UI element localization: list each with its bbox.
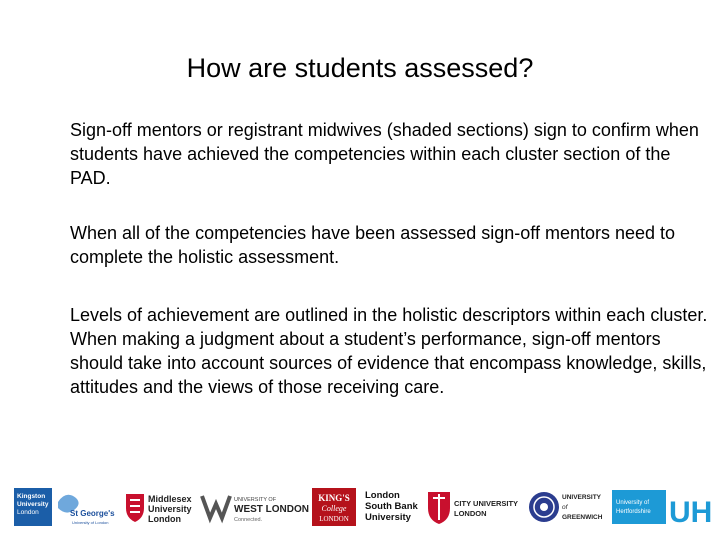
city-logo-text-1: CITY UNIVERSITY bbox=[454, 499, 519, 508]
kings-logo bbox=[310, 484, 360, 530]
paragraph-levels-of-achievement: Levels of achievement are outlined in the holistic descriptors within each cluster. When making a judgment about a student’s performance, sign-off mentors should take into account sources of evidence that encompass knowledge, skills, attitudes and the views of those receiving care. bbox=[70, 305, 708, 397]
lsbu-logo bbox=[364, 484, 422, 530]
middlesex-logo-text-2: University bbox=[148, 504, 192, 514]
middlesex-logo-text-3: London bbox=[148, 514, 181, 524]
uwl-logo-text-1: UNIVERSITY OF bbox=[234, 497, 277, 503]
lsbu-logo-text-2: South Bank bbox=[365, 501, 418, 512]
kingston-logo-text-2: University bbox=[17, 501, 49, 508]
uwl-logo-text-2: WEST LONDON bbox=[234, 504, 309, 515]
greenwich-logo bbox=[528, 484, 608, 530]
slide-title: How are students assessed? bbox=[186, 53, 534, 83]
uwl-logo-text-3: Connected. bbox=[234, 517, 263, 523]
middlesex-logo-text-1: Middlesex bbox=[148, 494, 192, 504]
middlesex-logo bbox=[124, 484, 194, 530]
greenwich-logo-text-3: GREENWICH bbox=[562, 514, 603, 521]
greenwich-logo-text-2: of bbox=[562, 504, 568, 511]
city-logo-text-2: LONDON bbox=[454, 509, 487, 518]
hertfordshire-logo-text-2: Hertfordshire bbox=[616, 509, 651, 515]
lsbu-logo-text-1: London bbox=[365, 490, 400, 501]
city-university-logo bbox=[426, 484, 524, 530]
lsbu-logo-text-3: University bbox=[365, 512, 411, 523]
partner-logos-strip bbox=[0, 484, 720, 530]
hertfordshire-logo-text-1: University of bbox=[616, 500, 650, 506]
kingston-logo-text-1: Kingston bbox=[17, 493, 46, 500]
hertfordshire-logo bbox=[612, 484, 713, 530]
uwl-logo bbox=[200, 484, 309, 530]
kings-logo-text-1: KING'S bbox=[318, 493, 350, 503]
stgeorges-logo-text-1: St George's bbox=[70, 509, 115, 518]
paragraph-holistic-assessment: When all of the competencies have been assessed sign-off mentors need to complete the holistic assessment. bbox=[70, 223, 676, 267]
kings-logo-text-2: College bbox=[321, 504, 347, 513]
hertfordshire-uh-mark: UH bbox=[669, 496, 713, 529]
hertfordshire-logo-block bbox=[612, 490, 666, 524]
kings-logo-text-3: LONDON bbox=[319, 515, 349, 523]
uwl-w-icon bbox=[202, 496, 230, 518]
paragraph-sign-off: Sign-off mentors or registrant midwives (shaded sections) sign to confirm when students have achieved the competencies within each cluster section of the PAD. bbox=[70, 120, 699, 188]
middlesex-shield-icon bbox=[126, 494, 144, 522]
greenwich-logo-text-1: UNIVERSITY bbox=[562, 494, 602, 501]
kingston-stgeorges-logo bbox=[14, 484, 118, 530]
kingston-logo-text-3: London bbox=[17, 509, 39, 516]
stgeorges-logo-text-2: University of London bbox=[72, 520, 109, 525]
